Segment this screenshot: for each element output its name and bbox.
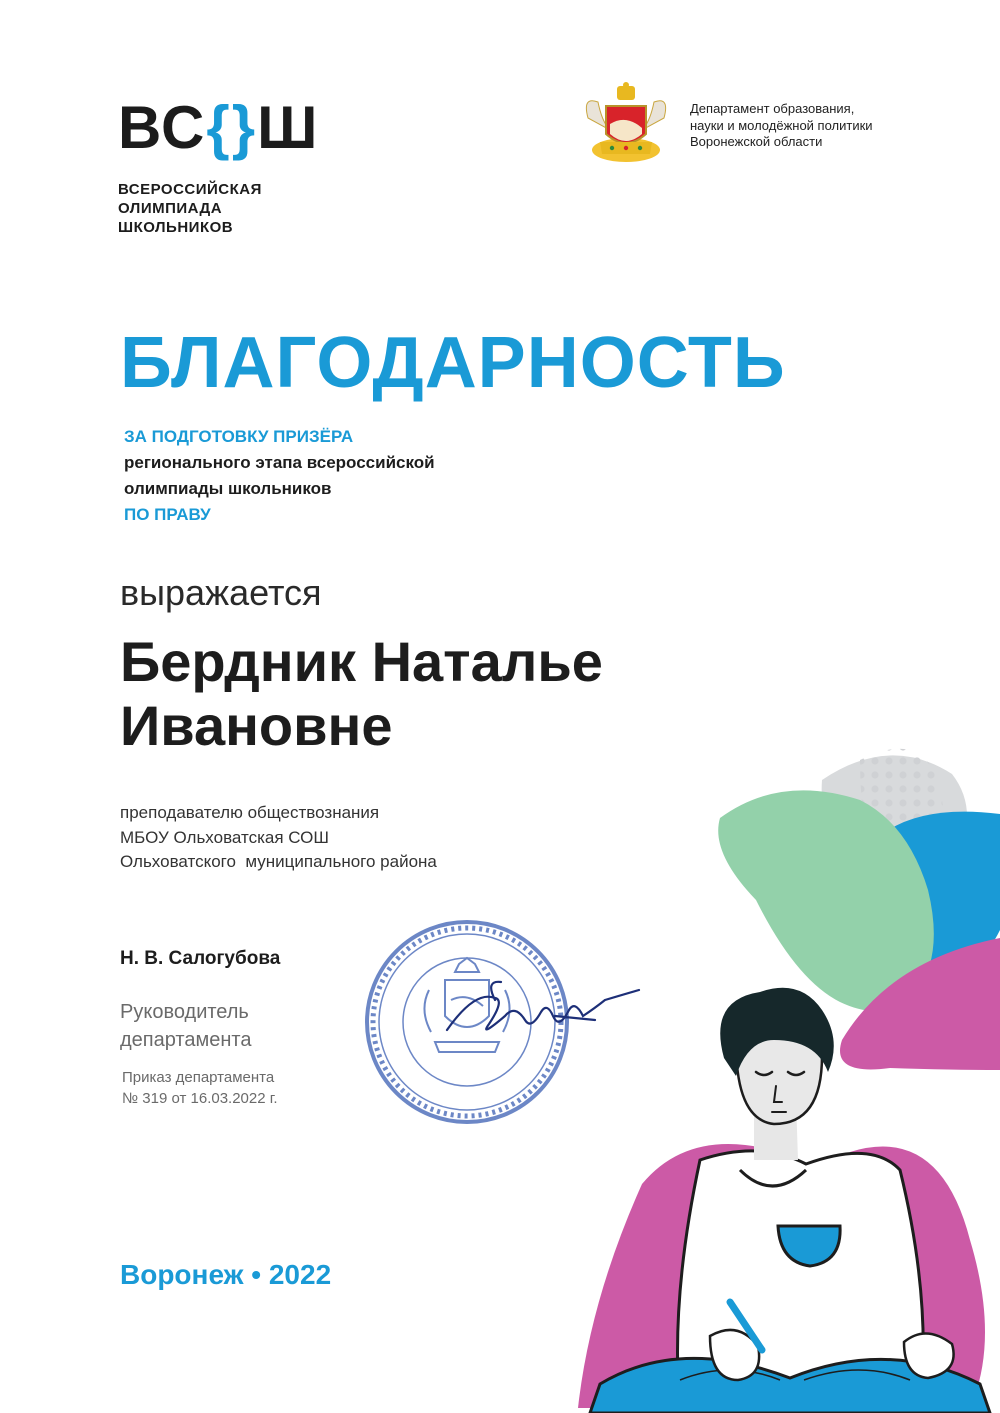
signer-name: Н. В. Салогубова xyxy=(120,948,281,969)
order-reference xyxy=(122,1067,278,1109)
logo-subtitle xyxy=(118,180,319,237)
city-year: Воронеж • 2022 xyxy=(120,1259,332,1290)
order-line: № 319 от 16.03.2022 г. xyxy=(122,1090,278,1107)
position-line: преподавателю обществознания xyxy=(120,803,380,822)
signer-role xyxy=(120,998,251,1054)
coat-of-arms-icon xyxy=(580,78,672,168)
subtitle-line: олимпиады школьников xyxy=(124,479,332,498)
subtitle-line: ЗА ПОДГОТОВКУ ПРИЗЁРА xyxy=(124,427,354,446)
signer-role-line: департамента xyxy=(120,1029,252,1051)
subtitle-line: регионального этапа всероссийской xyxy=(124,453,435,472)
olympiad-logo xyxy=(118,94,320,237)
logo-mark-right: Ш xyxy=(257,94,320,161)
department-line: Департамент образования, xyxy=(690,101,855,116)
department-name xyxy=(690,101,873,151)
logo-mark-left: ВС xyxy=(118,94,207,161)
expressed-text: выражается xyxy=(120,572,322,613)
logo-brace-open: { xyxy=(206,94,232,161)
order-line: Приказ департамента xyxy=(122,1069,275,1086)
logo-mark xyxy=(118,94,320,161)
certificate-subtitle xyxy=(124,424,435,528)
position-line: Ольховатского муниципального района xyxy=(120,852,437,871)
department-line: Воронежской области xyxy=(690,134,823,149)
recipient-name-line: Ивановне xyxy=(120,694,393,757)
logo-subtitle-line: ВСЕРОССИЙСКАЯ xyxy=(118,181,262,198)
certificate-title: БЛАГОДАРНОСТЬ xyxy=(120,323,786,403)
recipient-name xyxy=(120,630,603,758)
recipient-position xyxy=(120,801,437,875)
subtitle-line: ПО ПРАВУ xyxy=(124,505,211,524)
signer-role-line: Руководитель xyxy=(120,1001,249,1023)
right-hand xyxy=(904,1333,954,1378)
position-line: МБОУ Ольховатская СОШ xyxy=(120,827,329,847)
department-line: науки и молодёжной политики xyxy=(690,117,873,133)
logo-subtitle-line: ШКОЛЬНИКОВ xyxy=(118,219,234,236)
recipient-name-line: Бердник Наталье xyxy=(120,630,603,693)
logo-subtitle-line: ОЛИМПИАДА xyxy=(118,200,223,217)
reading-person-illustration xyxy=(560,740,1000,1413)
logo-brace-close: } xyxy=(231,94,258,161)
